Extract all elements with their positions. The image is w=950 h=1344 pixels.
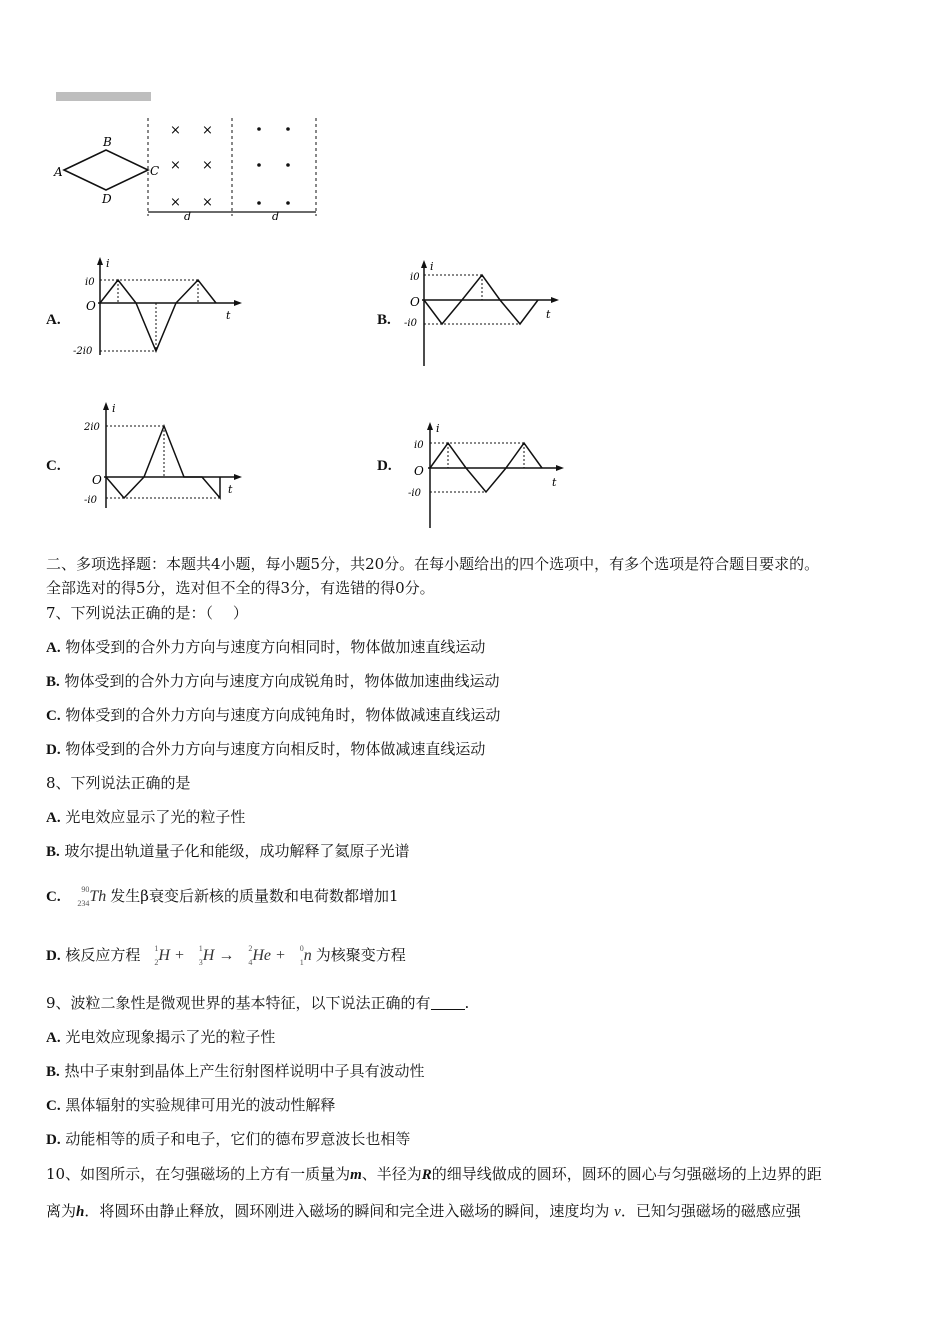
svg-text:×: × — [170, 195, 181, 210]
q9-stem: 9、波粒二象性是微观世界的基本特征，以下说法正确的有 . — [46, 994, 470, 1012]
q10-line-2: 离为h．将圆环由静止释放，圆环刚进入磁场的瞬间和完全进入磁场的瞬间，速度均为 v．已知匀强磁场的磁感应强 — [46, 1202, 801, 1220]
axis-t-c: t — [228, 483, 233, 496]
label-b: B — [103, 135, 112, 149]
svg-text:×: × — [202, 158, 213, 173]
tick-d-top: i0 — [414, 440, 424, 451]
rhombus-loop — [64, 150, 148, 190]
answer-blank[interactable] — [431, 995, 465, 1010]
fusion-equation: 2 1 H + 3 1 H → 4 2 He + 1 0 n — [154, 944, 312, 968]
q7-option-d[interactable]: D. 物体受到的合外力方向与速度方向相反时，物体做减速直线运动 — [46, 740, 486, 758]
thorium-nuclide: 234 90 Th — [77, 885, 107, 909]
section-line-1: 二、多项选择题：本题共4小题，每小题5分，共20分。在每小题给出的四个选项中，有多个选项是符合题目要求的。 — [46, 555, 820, 573]
section-line-2: 全部选对的得5分，选对但不全的得3分，有选错的得0分。 — [46, 579, 435, 597]
graph-d — [400, 420, 570, 530]
graph-c — [70, 400, 250, 510]
circuit-field-svg — [46, 90, 336, 230]
q8-option-c[interactable]: C. 234 90 Th 发生β衰变后新核的质量数和电荷数都增加1 — [46, 885, 399, 909]
origin-b: O — [410, 295, 420, 309]
axis-t-a: t — [226, 309, 231, 322]
origin-d: O — [414, 464, 424, 478]
option-c-tag: C. — [46, 458, 61, 474]
q9-option-c[interactable]: C. 黑体辐射的实验规律可用光的波动性解释 — [46, 1096, 336, 1114]
origin-a: O — [86, 299, 96, 313]
tick-b-top: i0 — [410, 272, 420, 283]
q9-option-a[interactable]: A. 光电效应现象揭示了光的粒子性 — [46, 1028, 276, 1046]
q8-option-b[interactable]: B. 玻尔提出轨道量子化和能级，成功解释了氦原子光谱 — [46, 842, 410, 860]
field-out-of-page — [257, 127, 290, 205]
svg-text:×: × — [170, 158, 181, 173]
label-c: C — [150, 164, 160, 178]
axis-i-a: i — [106, 257, 110, 270]
tick-d-bottom: -i0 — [408, 488, 421, 499]
axis-t-b: t — [546, 308, 551, 321]
label-d: D — [102, 192, 112, 206]
graph-b — [400, 258, 570, 368]
tick-a-top: i0 — [85, 277, 95, 288]
q7-stem: 7、下列说法正确的是：（ ） — [46, 604, 248, 622]
option-a-tag: A. — [46, 312, 61, 328]
q7-option-a[interactable]: A. 物体受到的合外力方向与速度方向相同时，物体做加速直线运动 — [46, 638, 486, 656]
section-header — [46, 552, 916, 600]
axis-i-d: i — [436, 422, 440, 435]
q7-option-c[interactable]: C. 物体受到的合外力方向与速度方向成钝角时，物体做减速直线运动 — [46, 706, 501, 724]
q8-stem: 8、下列说法正确的是 — [46, 774, 191, 792]
option-b-tag: B. — [377, 312, 391, 328]
q7-option-b[interactable]: B. 物体受到的合外力方向与速度方向成锐角时，物体做加速曲线运动 — [46, 672, 500, 690]
tick-b-bottom: -i0 — [404, 318, 417, 329]
origin-c: O — [92, 473, 102, 487]
cropped-text-remnant — [56, 92, 151, 101]
axis-i-b: i — [430, 260, 434, 273]
graph-a — [70, 255, 250, 365]
tick-a-bottom: -2i0 — [73, 346, 93, 357]
svg-text:×: × — [202, 123, 213, 138]
svg-text:×: × — [202, 195, 213, 210]
axis-i-c: i — [112, 402, 116, 415]
q8-option-a[interactable]: A. 光电效应显示了光的粒子性 — [46, 808, 246, 826]
label-a: A — [54, 165, 63, 179]
q8-option-d[interactable]: D. 核反应方程 2 1 H + 3 1 H → 4 2 He + 1 0 n 为核聚变方程 — [46, 944, 406, 968]
field-into-page — [170, 123, 213, 210]
q9-option-b[interactable]: B. 热中子束射到晶体上产生衍射图样说明中子具有波动性 — [46, 1062, 425, 1080]
svg-text:×: × — [170, 123, 181, 138]
circuit-field-figure — [46, 90, 336, 230]
tick-c-bottom: -i0 — [84, 495, 97, 506]
option-d-tag: D. — [377, 458, 392, 474]
axis-t-d: t — [552, 476, 557, 489]
q10-line-1: 10、如图所示，在匀强磁场的上方有一质量为m、半径为R的细导线做成的圆环，圆环的圆心与匀强磁场的上边界的距 — [46, 1165, 822, 1183]
tick-c-top: 2i0 — [84, 422, 100, 433]
dim-d-right: d — [272, 210, 280, 223]
dim-d-left: d — [184, 210, 192, 223]
q9-option-d[interactable]: D. 动能相等的质子和电子，它们的德布罗意波长也相等 — [46, 1130, 411, 1148]
